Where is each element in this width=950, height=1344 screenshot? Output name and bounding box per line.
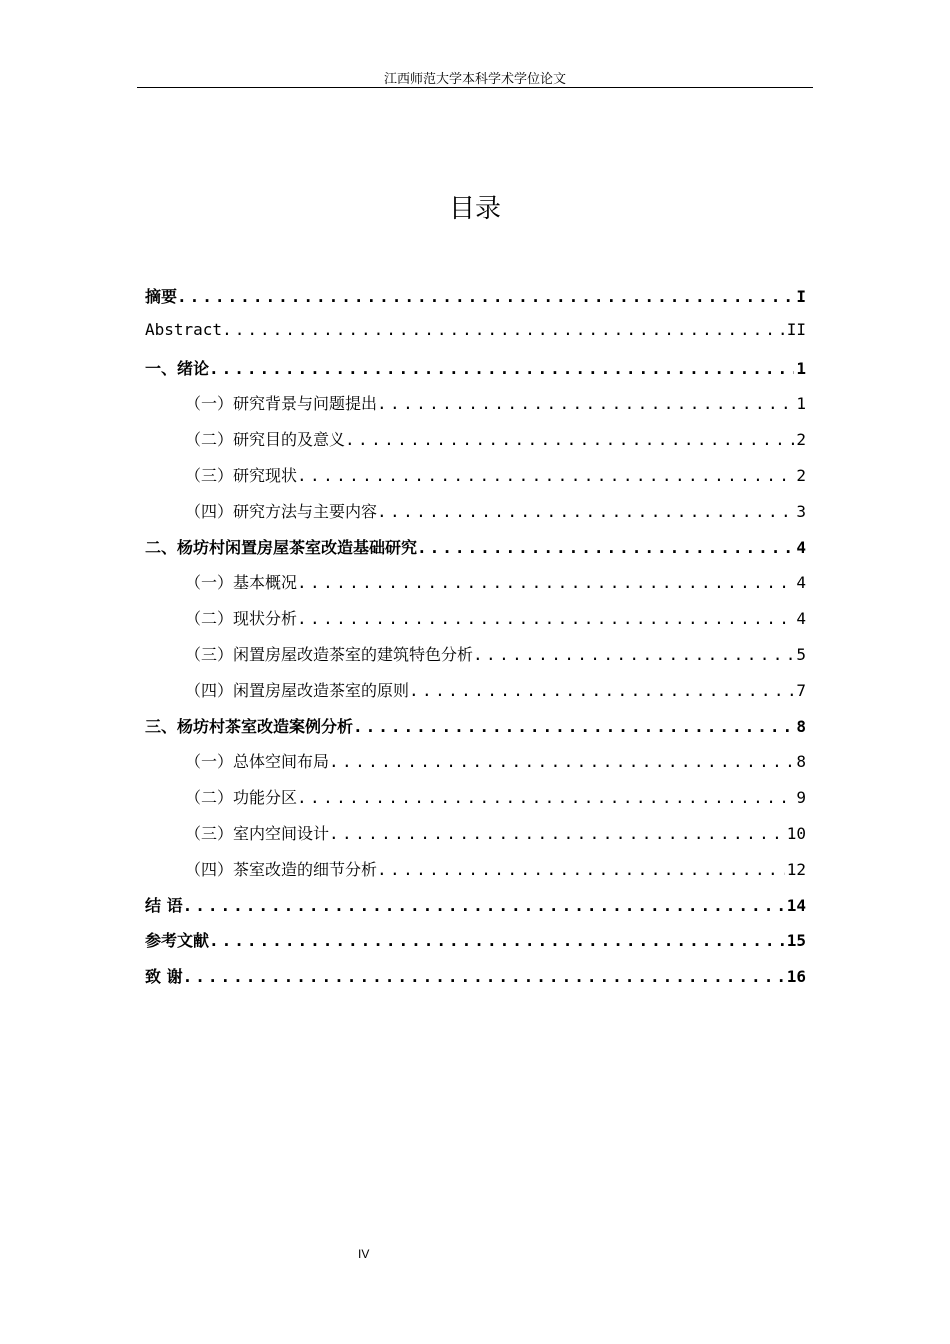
- toc-entry-section-2-1[interactable]: [145, 564, 806, 600]
- toc-entry-acknowledgements[interactable]: [145, 958, 806, 994]
- toc-entry-references[interactable]: [145, 922, 806, 958]
- toc-entry-conclusion[interactable]: [145, 887, 806, 923]
- toc-entry-section-3-1[interactable]: [145, 743, 806, 779]
- toc-leader-dots: [377, 502, 794, 521]
- toc-entry-page: 2: [796, 465, 806, 485]
- toc-entry-label: 二、杨坊村闲置房屋茶室改造基础研究: [145, 537, 418, 557]
- toc-entry-page: 8: [796, 716, 806, 736]
- toc-leader-dots: [329, 824, 785, 843]
- toc-entry-label: （一）总体空间布局: [185, 752, 330, 772]
- toc-entry-page: 7: [796, 680, 806, 700]
- toc-leader-dots: [409, 681, 794, 700]
- toc-entry-page: 4: [796, 537, 806, 557]
- toc-title: 目录: [448, 194, 501, 224]
- toc-leader-dots: [177, 287, 794, 306]
- toc-entry-page: 1: [796, 394, 806, 414]
- toc-entry-label: Abstract: [145, 319, 223, 339]
- toc-entry-label: （一）研究背景与问题提出: [185, 394, 378, 414]
- toc-entry-section-1-2[interactable]: [145, 421, 806, 457]
- toc-leader-dots: [297, 466, 794, 485]
- toc-entry-page: I: [796, 287, 806, 306]
- toc-entry-section-3-3[interactable]: [145, 815, 806, 851]
- toc-entry-label: （三）研究现状: [185, 465, 298, 485]
- toc-entry-section-2-3[interactable]: [145, 636, 806, 672]
- toc-entry-page: 4: [796, 573, 806, 593]
- toc-entry-label: 三、杨坊村茶室改造案例分析: [145, 716, 354, 736]
- toc-leader-dots: [209, 359, 794, 378]
- toc-entry-abstract-cn[interactable]: [145, 278, 806, 314]
- toc-entry-page: 12: [786, 859, 806, 879]
- toc-entry-chapter-1[interactable]: [145, 350, 806, 386]
- toc-leader-dots: [377, 860, 785, 879]
- toc-leader-dots: [209, 931, 785, 950]
- toc-entry-section-3-4[interactable]: [145, 851, 806, 887]
- toc-leader-dots: [377, 394, 794, 413]
- toc-leader-dots: [329, 752, 794, 771]
- toc-entry-chapter-3[interactable]: [145, 708, 806, 744]
- toc-leader-dots: [297, 788, 794, 807]
- toc-leader-dots: [417, 538, 794, 557]
- toc-entry-label: （二）研究目的及意义: [185, 430, 346, 450]
- toc-entry-page: II: [786, 319, 806, 339]
- toc-entry-page: 14: [786, 895, 806, 915]
- header-rule: [137, 87, 813, 88]
- toc-entry-section-2-4[interactable]: [145, 672, 806, 708]
- toc-entry-label: 摘要: [145, 287, 178, 306]
- toc-entry-label: 致 谢: [145, 967, 183, 987]
- toc-leader-dots: [345, 430, 794, 449]
- toc-entry-page: 2: [796, 430, 806, 450]
- toc-entry-label: （二）现状分析: [185, 609, 298, 629]
- toc-entry-page: 8: [796, 752, 806, 772]
- toc-leader-dots: [473, 645, 794, 664]
- page-header-title: 江西师范大学本科学术学位论文: [383, 72, 566, 87]
- toc-entry-page: 5: [796, 644, 806, 664]
- toc-entry-label: （一）基本概况: [185, 573, 298, 593]
- toc-entry-label: （四）研究方法与主要内容: [185, 501, 378, 521]
- table-of-contents: [145, 278, 806, 994]
- toc-entry-label: （三）室内空间设计: [185, 823, 330, 843]
- toc-entry-page: 10: [786, 823, 806, 843]
- toc-entry-section-2-2[interactable]: [145, 600, 806, 636]
- toc-leader-dots: [183, 967, 785, 986]
- toc-entry-label: （四）茶室改造的细节分析: [185, 859, 378, 879]
- toc-entry-label: （四）闲置房屋改造茶室的原则: [185, 680, 410, 700]
- toc-entry-abstract-en[interactable]: [145, 314, 806, 350]
- toc-entry-section-1-1[interactable]: [145, 385, 806, 421]
- toc-entry-section-3-2[interactable]: [145, 779, 806, 815]
- toc-entry-page: 4: [796, 609, 806, 629]
- toc-entry-section-1-4[interactable]: [145, 493, 806, 529]
- toc-entry-chapter-2[interactable]: [145, 529, 806, 565]
- toc-leader-dots: [297, 609, 794, 628]
- toc-entry-page: 16: [786, 967, 806, 987]
- toc-entry-page: 1: [796, 358, 806, 378]
- toc-entry-label: 一、绪论: [145, 358, 210, 378]
- footer-page-number: IV: [358, 1247, 370, 1261]
- toc-leader-dots: [183, 896, 785, 915]
- toc-leader-dots: [297, 573, 794, 592]
- toc-entry-page: 3: [796, 501, 806, 521]
- toc-entry-label: （三）闲置房屋改造茶室的建筑特色分析: [185, 644, 474, 664]
- toc-entry-label: （二）功能分区: [185, 788, 298, 808]
- toc-leader-dots: [222, 320, 785, 339]
- toc-leader-dots: [353, 717, 794, 736]
- toc-entry-label: 参考文献: [145, 931, 210, 951]
- toc-entry-label: 结 语: [145, 895, 183, 915]
- toc-entry-page: 15: [786, 931, 806, 951]
- toc-entry-section-1-3[interactable]: [145, 457, 806, 493]
- toc-entry-page: 9: [796, 788, 806, 808]
